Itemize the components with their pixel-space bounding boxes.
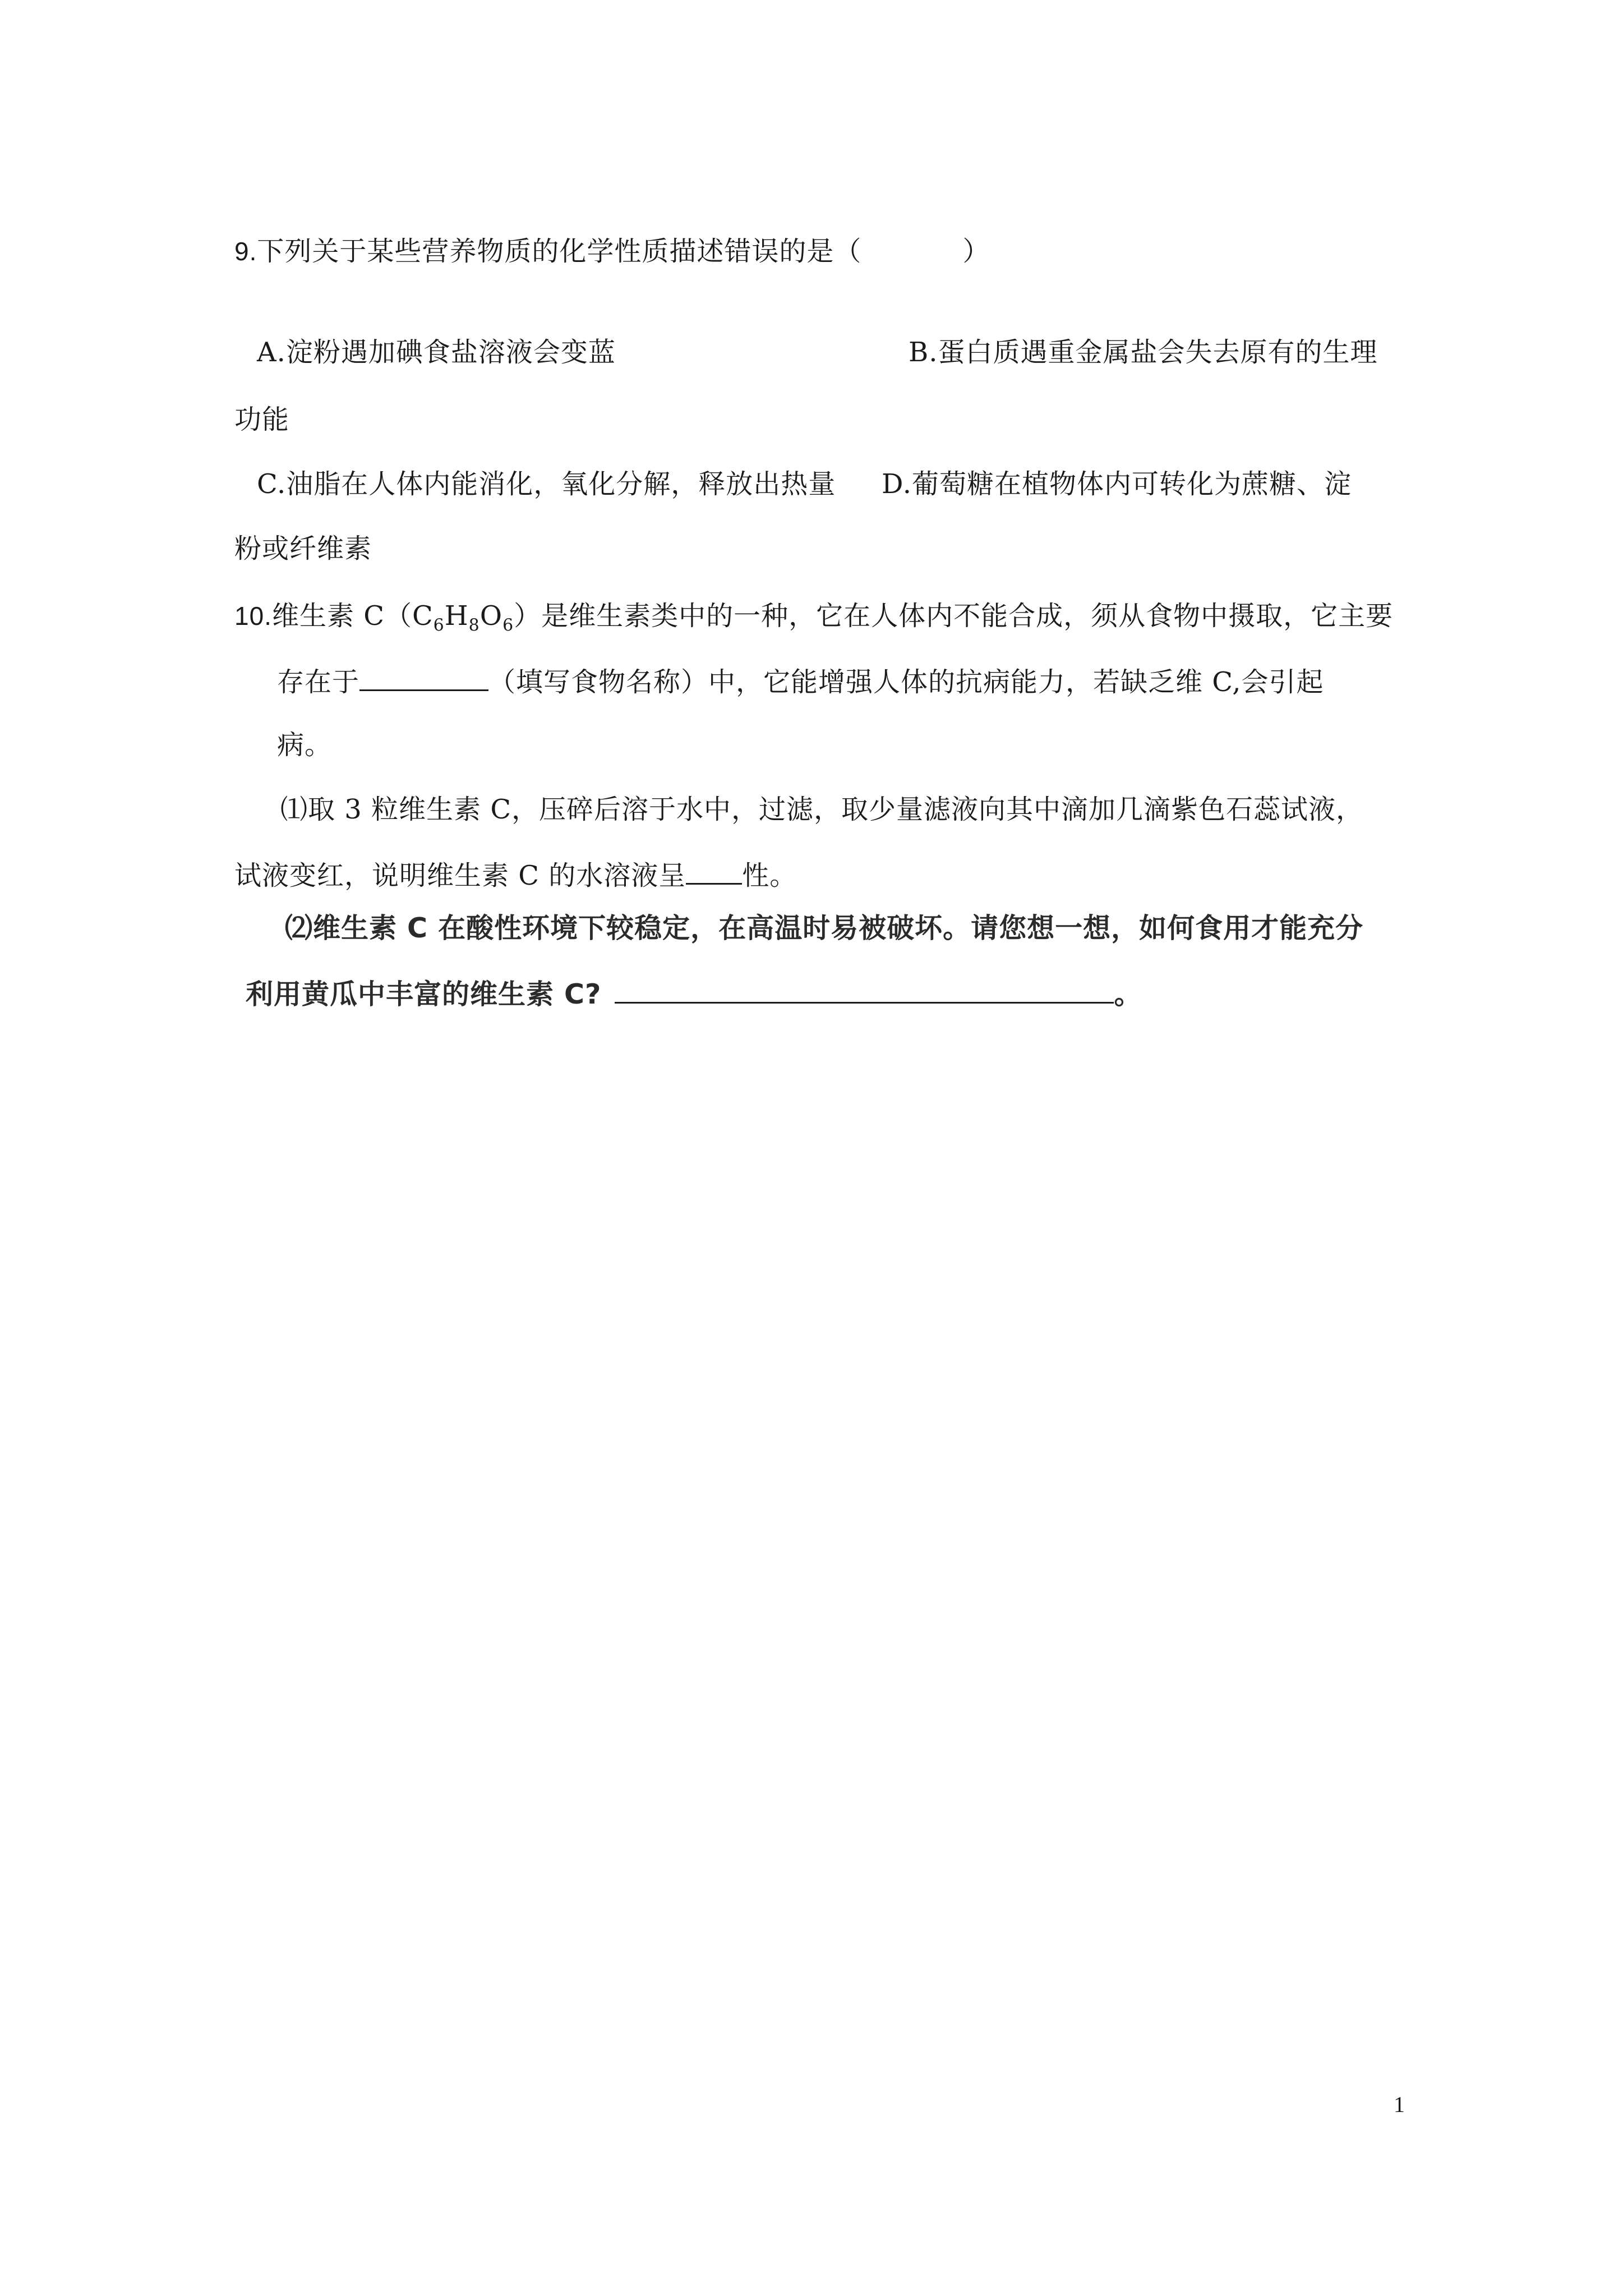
q9-option-d-cont: 粉或纤维素	[234, 533, 372, 564]
q9-stem: 下列关于某些营养物质的化学性质描述错误的是（	[257, 236, 862, 267]
q10-part1-line1: ⑴取 3 粒维生素 C，压碎后溶于水中，过滤，取少量滤液向其中滴加几滴紫色石蕊试液，	[280, 794, 1364, 825]
q9-close-paren: ）	[962, 236, 990, 267]
q10-number: 10.	[234, 601, 272, 631]
q10-part2-line2-post: 。	[1114, 978, 1142, 1010]
q10-part1-line2-pre: 试液变红，说明维生素 C 的水溶液呈	[234, 860, 686, 891]
q9-number: 9.	[234, 237, 257, 266]
q10-stem-post: ）是维生素类中的一种，它在人体内不能合成，须从食物中摄取，它主要	[514, 600, 1394, 632]
q9-option-d: D.葡萄糖在植物体内可转化为蔗糖、淀	[882, 468, 1352, 500]
q9-option-b: B.蛋白质遇重金属盐会失去原有的生理	[909, 337, 1378, 368]
q10-food-blank[interactable]	[359, 664, 488, 691]
page-number: 1	[1394, 2092, 1405, 2117]
q10-line2-post: （填写食物名称）中，它能增强人体的抗病能力，若缺乏维 C,会引起	[488, 666, 1324, 698]
q10-stem-pre: 维生素 C（C	[271, 600, 434, 632]
q10-formula-o: O	[479, 600, 503, 632]
q10-part2-line2	[246, 976, 1142, 1011]
q10-formula-sub-c: 6	[433, 615, 445, 636]
q10-formula-sub-o: 6	[502, 615, 514, 636]
q10-stem-line	[234, 599, 1394, 636]
q10-part1-line2	[234, 857, 797, 892]
q10-line2-pre: 存在于	[277, 666, 360, 698]
q10-line3: 病。	[277, 729, 333, 761]
q10-part2-line2-pre: 利用黄瓜中丰富的维生素 C?	[246, 978, 602, 1010]
q9-stem-line	[234, 234, 990, 268]
q10-line2	[277, 664, 1324, 699]
q9-option-a: A.淀粉遇加碘食盐溶液会变蓝	[257, 337, 616, 368]
q10-acidity-blank[interactable]	[686, 857, 742, 885]
q10-formula-sub-h: 8	[468, 615, 480, 636]
q10-part1-line2-post: 性。	[742, 860, 797, 891]
q10-answer-blank[interactable]	[615, 976, 1114, 1004]
q10-part2-line1: ⑵维生素 C 在酸性环境下较稳定，在高温时易被破坏。请您想一想，如何食用才能充分	[285, 912, 1364, 944]
q9-option-c: C.油脂在人体内能消化，氧化分解，释放出热量	[257, 468, 836, 500]
q10-formula-h: H	[444, 600, 469, 632]
q9-option-b-cont: 功能	[234, 404, 290, 435]
